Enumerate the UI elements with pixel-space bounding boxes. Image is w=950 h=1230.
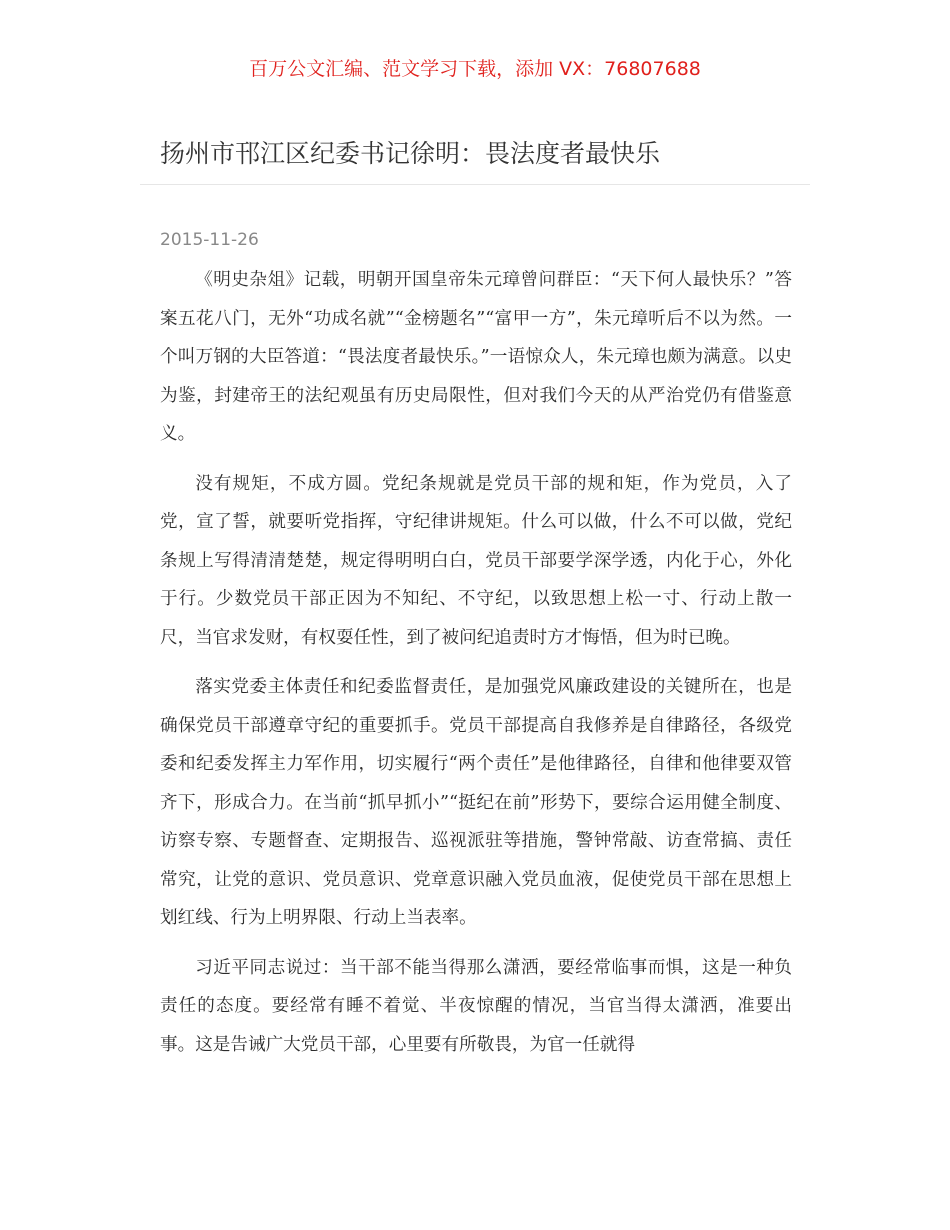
article-title: 扬州市邗江区纪委书记徐明：畏法度者最快乐 [160,139,661,168]
article-paragraph: 没有规矩，不成方圆。党纪条规就是党员干部的规和矩，作为党员，入了党，宣了誓，就要听党指挥，守纪律讲规矩。什么可以做，什么不可以做，党纪条规上写得清清楚楚，规定得明明白白，党员干部要学深学透，内化于心，外化于行。少数党员干部正因为不知纪、不守纪，以致思想上松一寸、行动上散一尺，当官求发财，有权耍任性，到了被问纪追责时方才悔悟，但为时已晚。 [160,473,792,648]
publish-date: 2015-11-26 [160,230,259,250]
article-paragraph: 《明史杂俎》记载，明朝开国皇帝朱元璋曾问群臣：“天下何人最快乐？”答案五花八门，无外“功成名就”“金榜题名”“富甲一方”，朱元璋听后不以为然。一个叫万钢的大臣答道：“畏法度者最快乐。”一语惊众人，朱元璋也颇为满意。以史为鉴，封建帝王的法纪观虽有历史局限性，但对我们今天的从严治党仍有借鉴意义。 [160,270,792,444]
promo-banner: 百万公文汇编、范文学习下载，添加 VX：76807688 [249,58,701,80]
article-body [160,261,792,1075]
article-paragraph: 习近平同志说过：当干部不能当得那么潇洒，要经常临事而惧，这是一种负责任的态度。要经常有睡不着觉、半夜惊醒的情况，当官当得太潇洒，准要出事。这是告诫广大党员干部，心里要有所敬畏，为官一任就得 [160,957,792,1055]
title-divider [140,184,810,185]
article-paragraph: 落实党委主体责任和纪委监督责任，是加强党风廉政建设的关键所在，也是确保党员干部遵章守纪的重要抓手。党员干部提高自我修养是自律路径，各级党委和纪委发挥主力军作用，切实履行“两个责任”是他律路径，自律和他律要双管齐下，形成合力。在当前“抓早抓小”“挺纪在前”形势下，要综合运用健全制度、访察专察、专题督查、定期报告、巡视派驻等措施，警钟常敲、访查常搞、责任常究，让党的意识、党员意识、党章意识融入党员血液，促使党员干部在思想上划红线、行为上明界限、行动上当表率。 [160,677,792,928]
